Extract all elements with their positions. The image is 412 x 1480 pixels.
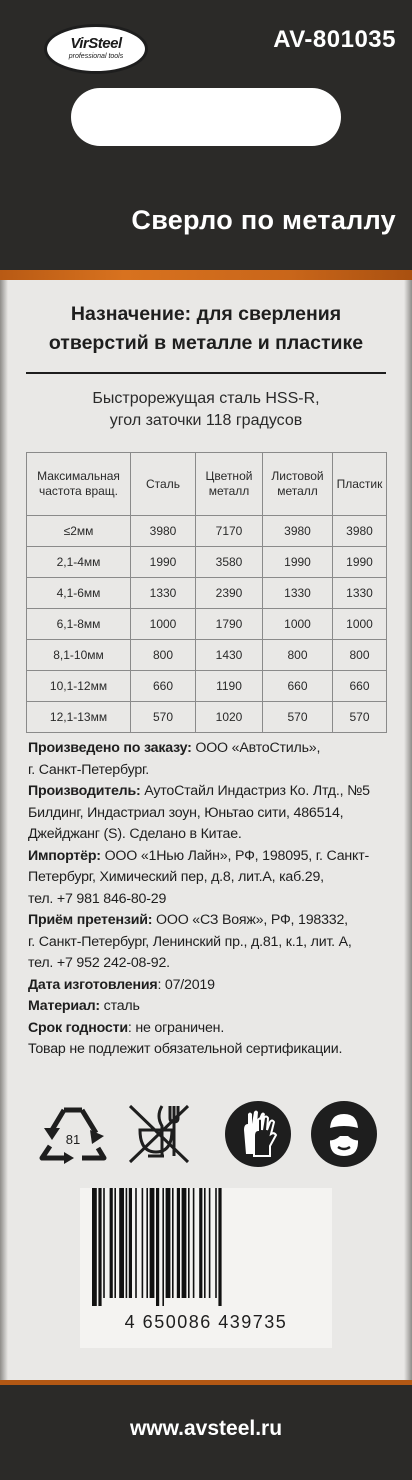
barcode-bar xyxy=(166,1188,171,1298)
barcode-bar xyxy=(135,1188,137,1298)
table-row xyxy=(27,702,387,733)
divider xyxy=(26,372,386,374)
manufacturer-line: Джейджанг (S). Сделано в Китае. xyxy=(28,826,242,842)
column-header: Пластик xyxy=(333,453,387,516)
barcode-bar xyxy=(119,1188,124,1298)
rpm-cell: 3980 xyxy=(263,516,333,547)
recycle-icon xyxy=(34,1100,112,1168)
manufacturer-line: Билдинг, Индастриал зоун, Юньтао сити, 486514, xyxy=(28,804,344,821)
diameter-cell: 6,1-8мм xyxy=(27,609,131,640)
table-row xyxy=(27,671,387,702)
ordered-by: Произведено по заказу: ООО «АвтоСтиль», xyxy=(28,740,321,756)
rpm-cell: 1330 xyxy=(333,578,387,609)
rpm-cell: 2390 xyxy=(196,578,263,609)
column-header: Цветной металл xyxy=(196,453,263,516)
rpm-cell: 1000 xyxy=(131,609,196,640)
barcode-bar xyxy=(142,1188,144,1298)
ordered-by-city: г. Санкт-Петербург. xyxy=(28,761,150,778)
barcode-bars xyxy=(88,1188,324,1308)
rpm-cell: 1990 xyxy=(333,547,387,578)
not-food-safe-icon xyxy=(126,1100,194,1168)
diameter-cell: 4,1-6мм xyxy=(27,578,131,609)
rpm-cell: 3980 xyxy=(131,516,196,547)
edge-shadow-left xyxy=(0,280,8,1385)
barcode-bar xyxy=(126,1188,128,1298)
rpm-cell: 800 xyxy=(263,640,333,671)
claims-line: тел. +7 952 242-08-92. xyxy=(28,955,170,971)
column-header: Листовой металл xyxy=(263,453,333,516)
rpm-cell: 570 xyxy=(131,702,196,733)
barcode-bar xyxy=(215,1188,217,1298)
logo-wordmark: VirSteel xyxy=(70,35,122,52)
edge-shadow-right xyxy=(404,280,412,1385)
footer-band xyxy=(0,1385,412,1480)
barcode-bar xyxy=(172,1188,174,1298)
rpm-cell: 570 xyxy=(333,702,387,733)
brand-logo xyxy=(44,24,148,74)
barcode-bar xyxy=(199,1188,202,1298)
shelf-life: Срок годности: не ограничен. xyxy=(28,1019,225,1036)
rpm-cell: 1330 xyxy=(263,578,333,609)
diameter-cell: 10,1-12мм xyxy=(27,671,131,702)
rpm-cell: 1020 xyxy=(196,702,263,733)
barcode-bar xyxy=(146,1188,148,1298)
rpm-cell: 1330 xyxy=(131,578,196,609)
rpm-cell: 1990 xyxy=(263,547,333,578)
rpm-cell: 800 xyxy=(333,640,387,671)
certification-note: Товар не подлежит обязательной сертификации. xyxy=(28,1041,343,1057)
table-row xyxy=(27,609,387,640)
header-band xyxy=(0,0,412,270)
barcode-bar xyxy=(103,1188,105,1298)
barcode xyxy=(80,1188,332,1348)
barcode-bar xyxy=(150,1188,155,1298)
gloves-icon xyxy=(224,1100,292,1168)
rpm-cell: 1990 xyxy=(131,547,196,578)
table-row xyxy=(27,578,387,609)
column-header: Сталь xyxy=(131,453,196,516)
barcode-number: 4 650086 439735 xyxy=(124,1312,288,1332)
material-line: угол заточки 118 градусов xyxy=(109,412,303,429)
importer: Импортёр: ООО «1Нью Лайн», РФ, 198095, г. Санкт- xyxy=(28,847,370,864)
column-header: Максимальная частота вращ. xyxy=(27,453,131,516)
rpm-cell: 3980 xyxy=(333,516,387,547)
diameter-cell: 8,1-10мм xyxy=(27,640,131,671)
table-row xyxy=(27,640,387,671)
barcode-bar xyxy=(209,1188,211,1298)
product-title: Сверло по металлу xyxy=(131,205,396,235)
product-code: AV-801035 xyxy=(273,26,396,53)
rpm-cell: 1000 xyxy=(333,609,387,640)
accent-strip xyxy=(0,270,412,280)
manufacture-date: Дата изготовления: 07/2019 xyxy=(28,976,215,993)
material-description xyxy=(20,388,392,432)
table-row xyxy=(27,516,387,547)
barcode-bar xyxy=(204,1188,206,1298)
rpm-cell: 1790 xyxy=(196,609,263,640)
barcode-bar xyxy=(156,1188,159,1306)
rpm-cell: 570 xyxy=(263,702,333,733)
table-header-row xyxy=(27,453,387,516)
table-row xyxy=(27,547,387,578)
rpm-cell: 800 xyxy=(131,640,196,671)
claims-line: г. Санкт-Петербург, Ленинский пр., д.81, к.1, лит. А, xyxy=(28,933,352,950)
legal-info xyxy=(28,738,390,1061)
manufacturer: Производитель: АутоСтайл Индастриз Ко. Лтд., №5 xyxy=(28,783,370,799)
recycle-code: 81 xyxy=(65,1132,81,1147)
barcode-bar xyxy=(188,1188,190,1298)
diameter-cell: 12,1-13мм xyxy=(27,702,131,733)
barcode-bar xyxy=(98,1188,101,1306)
diameter-cell: ≤2мм xyxy=(27,516,131,547)
importer-line: тел. +7 981 846-80-29 xyxy=(28,890,167,907)
rpm-cell: 1190 xyxy=(196,671,263,702)
barcode-bar xyxy=(193,1188,195,1298)
material-spec: Материал: сталь xyxy=(28,998,140,1014)
rpm-cell: 660 xyxy=(333,671,387,702)
safety-goggles-icon xyxy=(310,1100,378,1168)
purpose-heading xyxy=(20,300,392,358)
rpm-cell: 7170 xyxy=(196,516,263,547)
rpm-cell: 1000 xyxy=(263,609,333,640)
diameter-cell: 2,1-4мм xyxy=(27,547,131,578)
hang-hole xyxy=(71,88,341,146)
rpm-cell: 3580 xyxy=(196,547,263,578)
importer-line: Петербург, Химический пер, д.8, лит.А, каб.29, xyxy=(28,869,324,885)
website-url: www.avsteel.ru xyxy=(129,1417,283,1440)
rpm-cell: 660 xyxy=(131,671,196,702)
pictogram-row xyxy=(34,1100,384,1175)
material-line: Быстрорежущая сталь HSS-R, xyxy=(92,390,320,407)
barcode-bar xyxy=(92,1188,97,1306)
barcode-bar xyxy=(182,1188,187,1298)
barcode-bar xyxy=(218,1188,221,1306)
barcode-bar xyxy=(162,1188,164,1306)
rpm-cell: 660 xyxy=(263,671,333,702)
claims: Приём претензий: ООО «СЗ Вояж», РФ, 198332, xyxy=(28,912,348,928)
rpm-cell: 1430 xyxy=(196,640,263,671)
purpose-line: Назначение: для сверления xyxy=(70,303,342,325)
barcode-bar xyxy=(110,1188,113,1298)
logo-tagline: professional tools xyxy=(68,53,124,60)
purpose-line: отверстий в металле и пластике xyxy=(48,332,364,354)
barcode-bar xyxy=(129,1188,132,1298)
barcode-bar xyxy=(177,1188,180,1298)
barcode-bar xyxy=(114,1188,116,1298)
rpm-table xyxy=(26,452,387,733)
